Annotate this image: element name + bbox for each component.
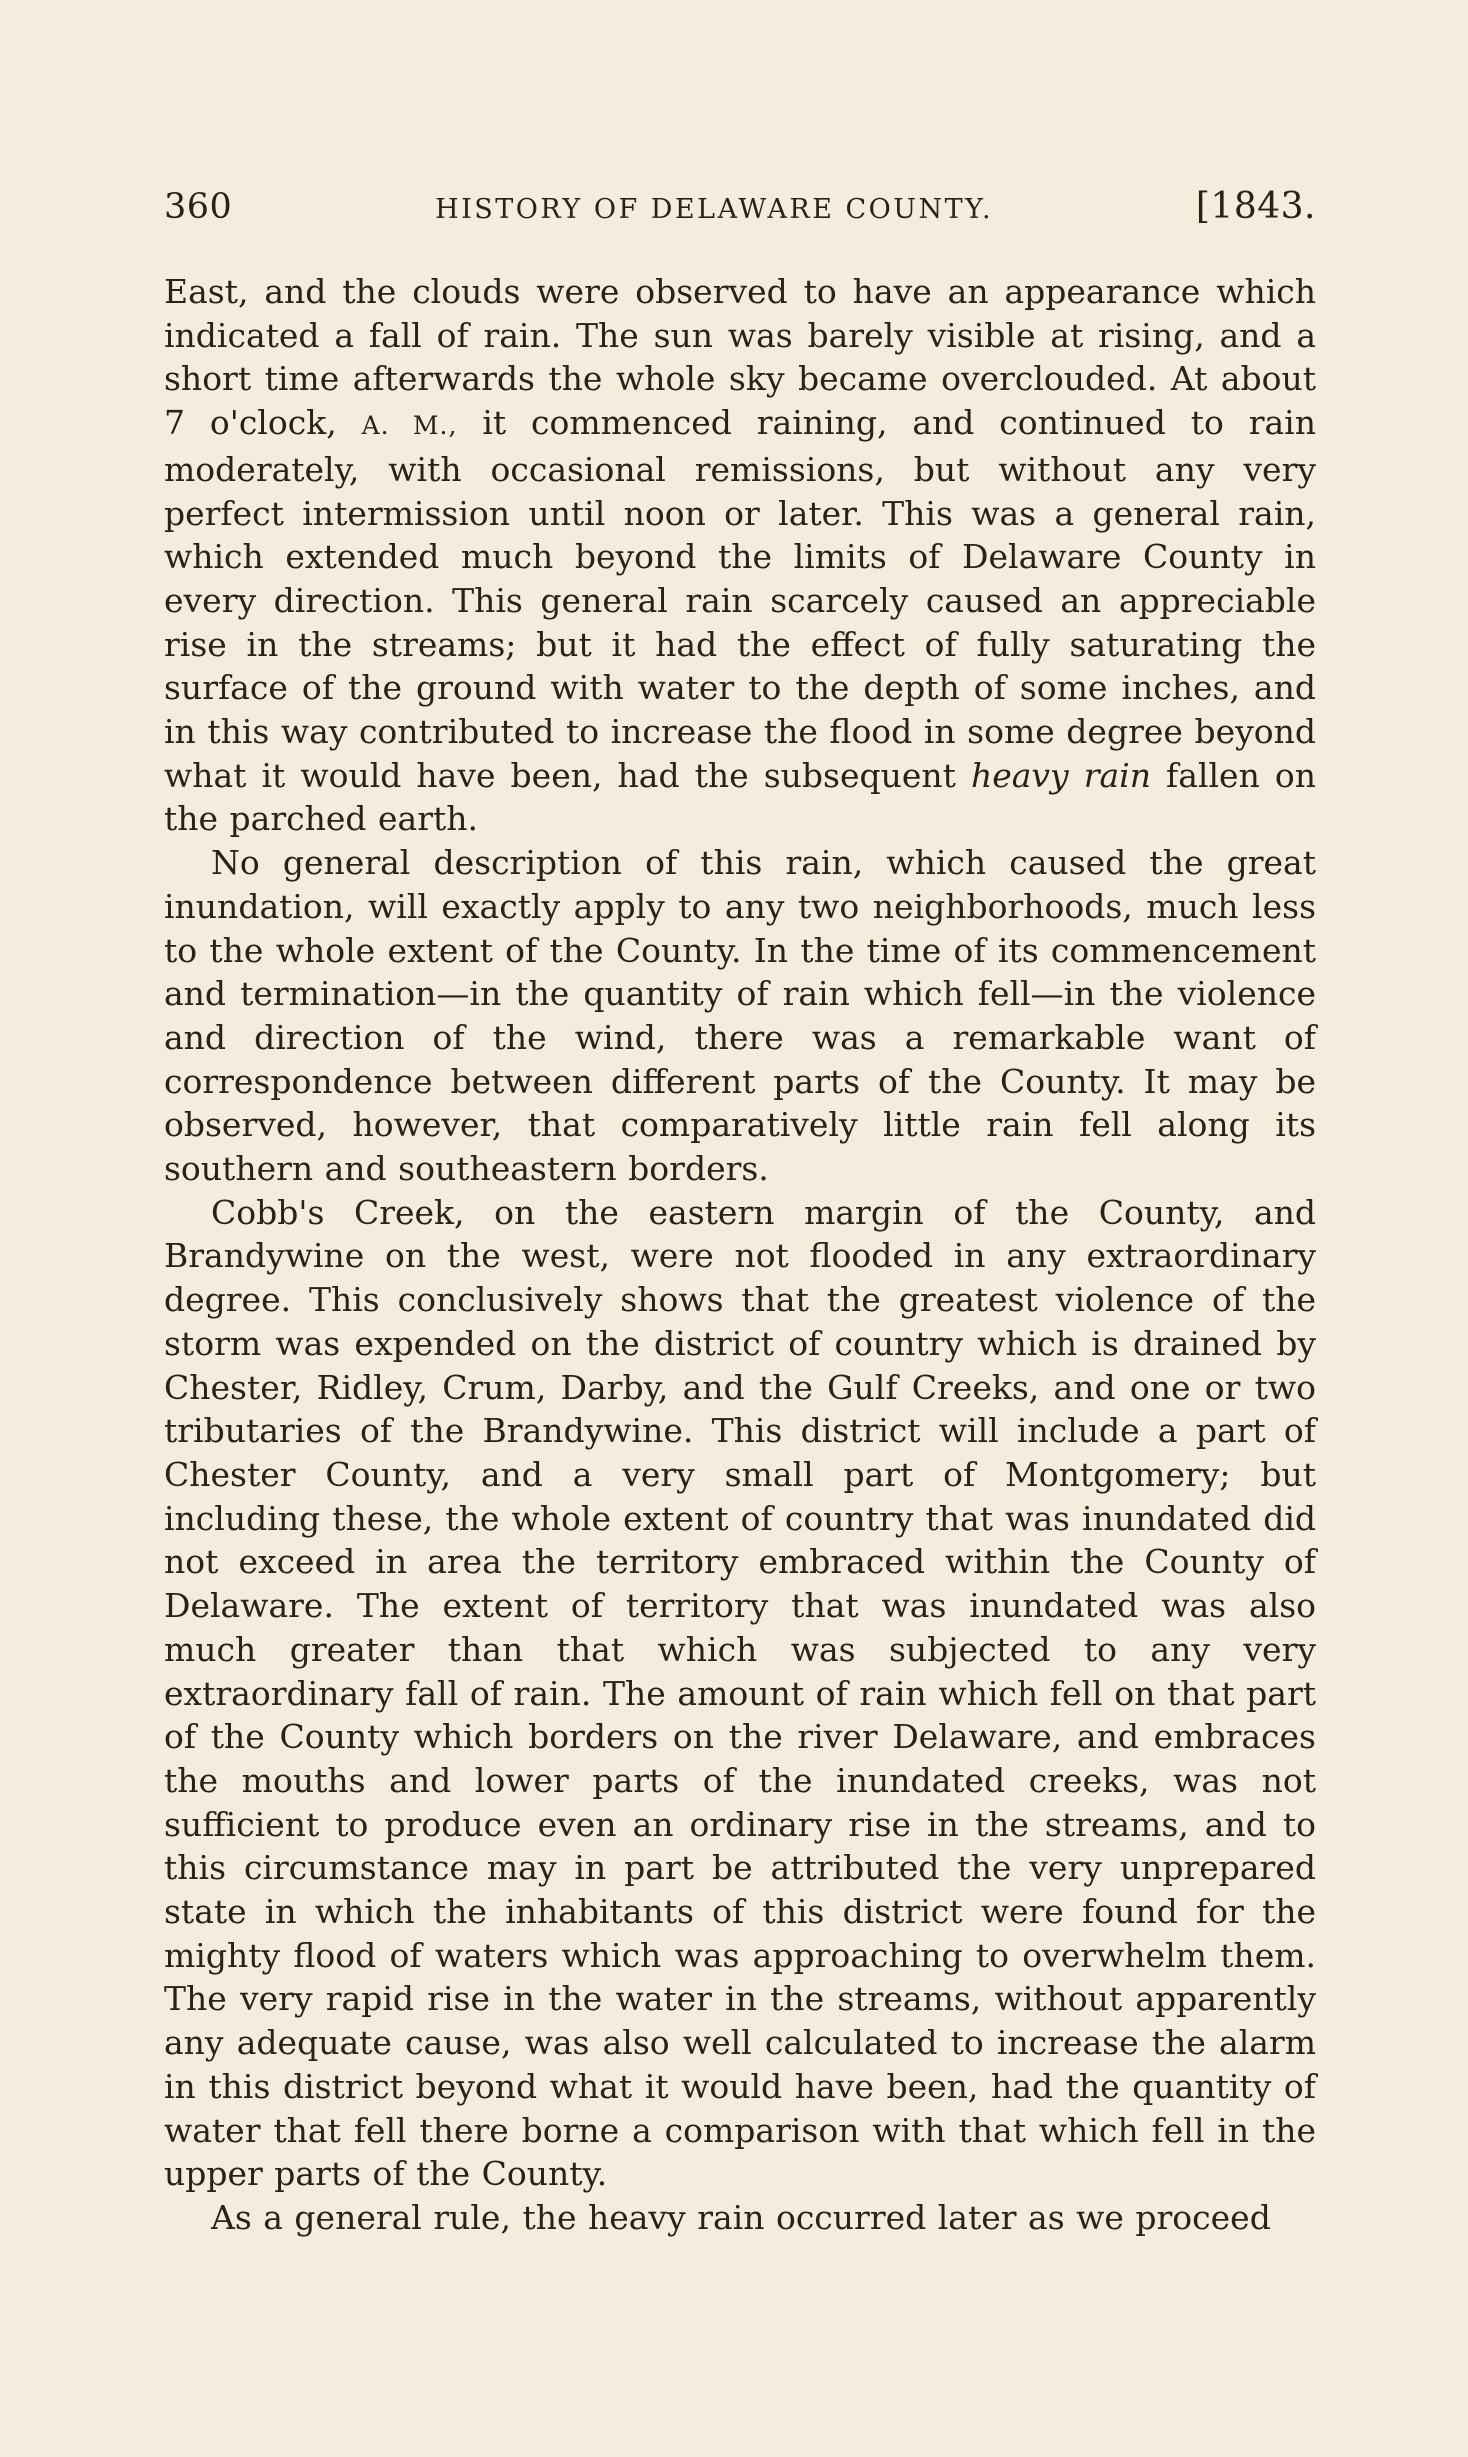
italic-phrase: heavy rain bbox=[970, 755, 1151, 795]
running-title: HISTORY OF DELAWARE COUNTY. bbox=[435, 194, 994, 225]
paragraph-2: No general description of this rain, which caused the great inundation, will exactly apply to any two neighborhoods, much less to the whole extent of the County. In the time of its commencement and termination—in the quantity of rain which fell—in the violence and direction of the wind, there was a remarkable want of correspondence between different parts of the County. It may be observed, however, that comparatively little rain fell along its southern and southeastern borders. bbox=[164, 843, 1316, 1189]
paragraph-1-text-start: East, and the clouds were observed to have an appearance which indicated a fall of rain. The sun was barely visible at rising, and a short time afterwards the whole sky became overclouded. At about 7 o'clock, bbox=[164, 272, 1316, 443]
paragraph-3: Cobb's Creek, on the eastern margin of the County, and Brandywine on the west, were not flooded in any extraordinary degree. This conclusively shows that the greatest violence of the storm was expended on the district of country which is drained by Chester, Ridley, Crum, Darby, and the Gulf Creeks, and one or two tributaries of the Brandywine. This district will include a part of Chester County, and a very small part of Montgomery; but including these, the whole extent of country that was inundated did not exceed in area the territory embraced within the County of Delaware. The extent of territory that was inundated was also much greater than that which was subjected to any very extraordinary fall of rain. The amount of rain which fell on that part of the County which borders on the river Delaware, and embraces the mouths and lower parts of the inundated creeks, was not sufficient to produce even an ordinary rise in the streams, and to this circumstance may in part be attributed the very unprepared state in which the inhabitants of this district were found for the mighty flood of waters which was approaching to overwhelm them. The very rapid rise in the water in the streams, without apparently any adequate cause, was also well calculated to increase the alarm in this district beyond what it would have been, had the quantity of water that fell there borne a comparison with that which fell in the upper parts of the County. bbox=[164, 1192, 1316, 2194]
year-mark: [1843. bbox=[1195, 186, 1316, 227]
paragraph-1 bbox=[164, 270, 1316, 841]
paragraph-4: As a general rule, the heavy rain occurred later as we proceed bbox=[211, 2197, 1271, 2237]
time-abbreviation: A. M., bbox=[361, 411, 458, 441]
running-head bbox=[164, 186, 1316, 236]
paragraph-1-text-end: fallen on the parched earth. bbox=[164, 755, 1316, 839]
body-text bbox=[164, 270, 1316, 2240]
paragraph-1-text-middle: it commenced raining, and continued to rain moderately, with occasional remissions, but without any very perfect intermission until noon or later. This was a general rain, which extended much beyond the limits of Delaware County in every direction. This general rain scarcely caused an appreciable rise in the streams; but it had the effect of fully saturating the surface of the ground with water to the depth of some inches, and in this way contributed to increase the flood in some degree beyond what it would have been, had the subsequent bbox=[164, 403, 1316, 795]
page-number: 360 bbox=[164, 187, 233, 227]
